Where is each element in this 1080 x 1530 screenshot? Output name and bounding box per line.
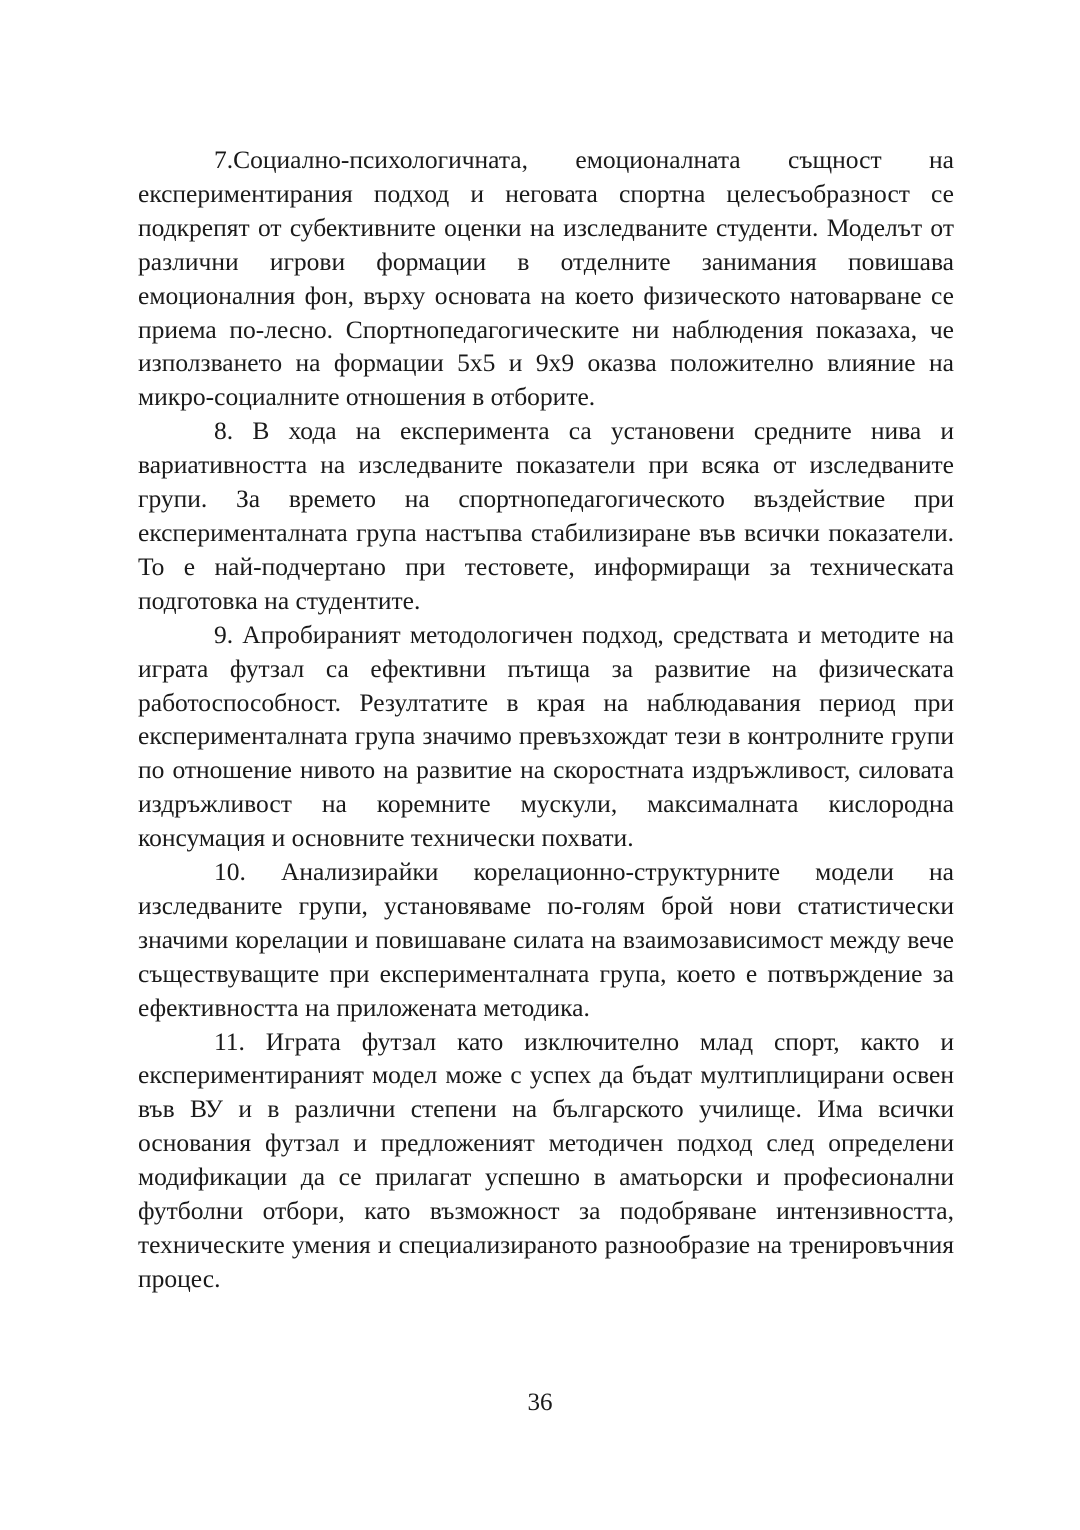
paragraph-10: 10. Анализирайки корелационно-структурните модели на изследваните групи, установяваме по-голям брой нови статистически значими корелации и повишаване силата на взаимозависимост между вече съществуващите при експерименталната група, което е потвърждение за ефективността на приложената методика. bbox=[138, 857, 954, 1022]
paragraph-8: 8. В хода на експеримента са установени средните нива и вариативността на изследваните показатели при всяка от изследваните групи. За времето на спортнопедагогическото въздействие при експерименталната група настъпва стабилизиране във всички показатели. То е най-подчертано при тестовете, информиращи за техническата подготовка на студентите. bbox=[138, 416, 954, 615]
document-body bbox=[138, 143, 954, 1296]
paragraph-11: 11. Играта футзал като изключително млад спорт, както и експериментираният модел може с успех да бъдат мултиплицирани освен във ВУ и в различни степени на българското училище. Има всички основания футзал и предложеният методичен подход след определени модификации да се прилагат успешно в аматьорски и професионални футболни отбори, като възможност за подобряване интензивността, техническите умения и специализираното разнообразие на тренировъчния процес. bbox=[138, 1026, 954, 1293]
paragraph-9: 9. Апробираният методологичен подход, средствата и методите на играта футзал са ефективни пътища за развитие на физическата работоспособност. Резултатите в края на наблюдавания период при експерименталната група значимо превъзхождат тези в контролните групи по отношение нивото на развитие на скоростната издръжливост, силовата издръжливост на коремните мускули, максималната кислородна консумация и основните технически похвати. bbox=[138, 619, 954, 853]
page-number: 36 bbox=[527, 1389, 553, 1416]
paragraph-7: 7.Социално-психологичната, емоционалната същност на експериментирания подход и неговата спортна целесъобразност се подкрепят от субективните оценки на изследваните студенти. Моделът от различни игрови формации в отделните занимания повишава емоционалния фон, върху основата на което физическото натоварване се приема по-лесно. Спортнопедагогическите ни наблюдения показаха, че използването на формации 5х5 и 9х9 оказва положително влияние на микро-социалните отношения в отборите. bbox=[138, 145, 954, 412]
